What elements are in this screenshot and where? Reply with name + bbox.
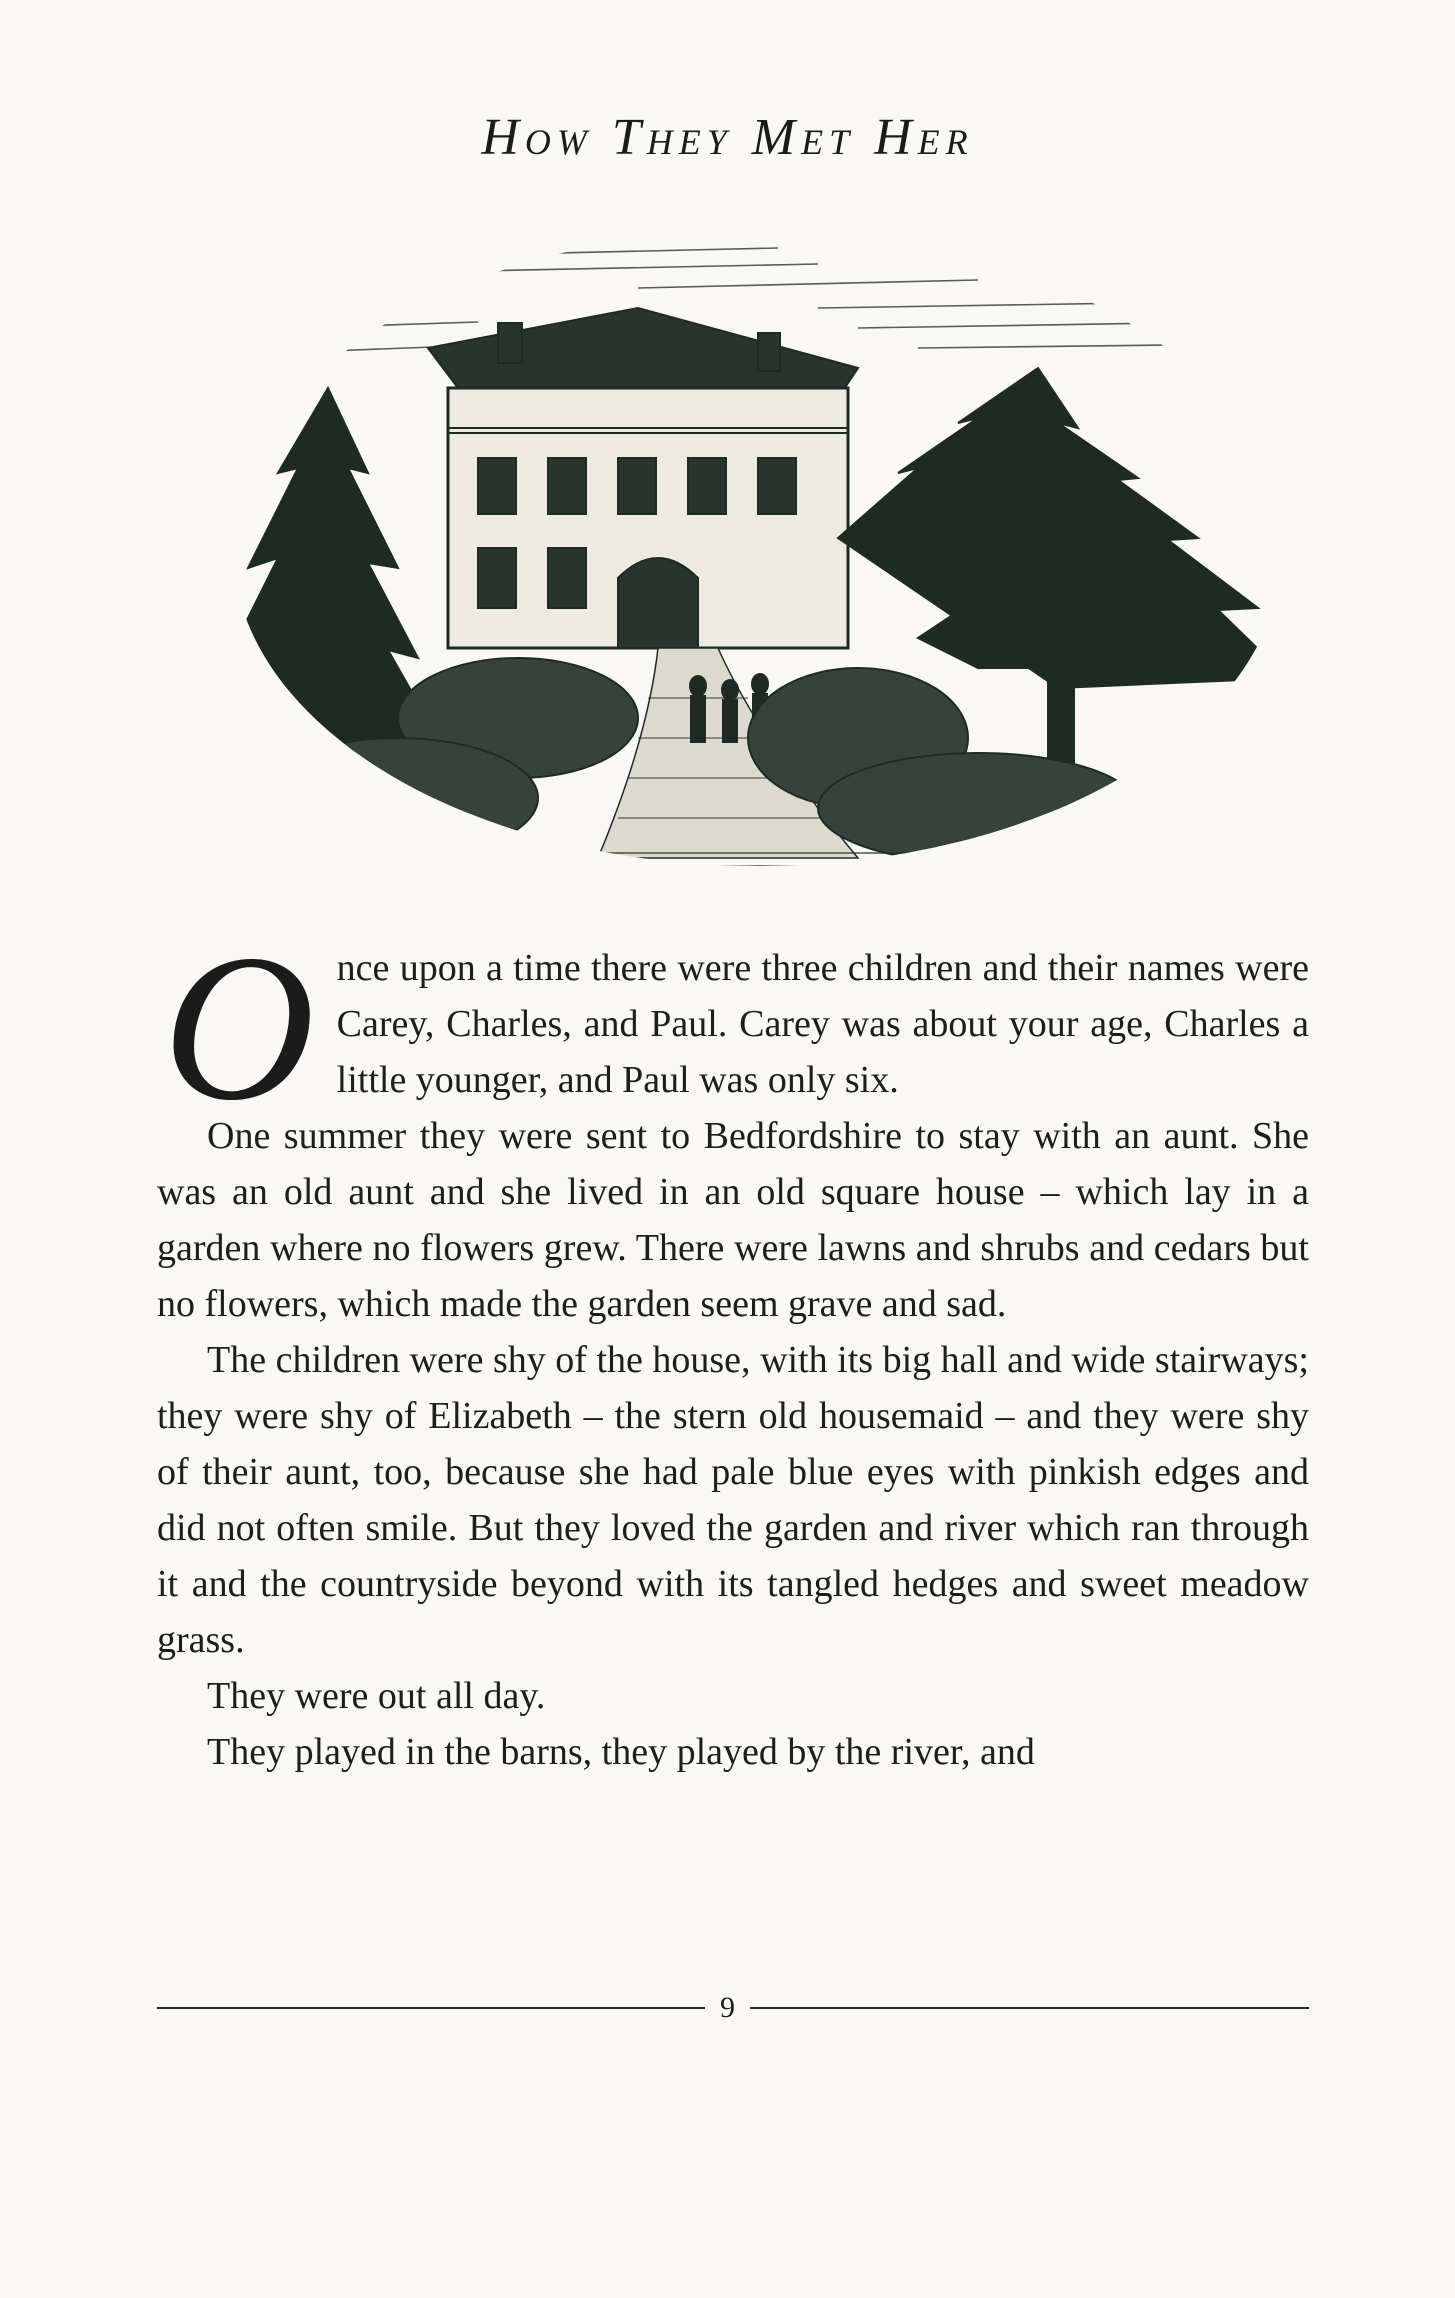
paragraph-1-text: nce upon a time there were three children and their names were Carey, Charles, and Paul. Carey was about your age, Charles a little younger, and Paul was only six. — [336, 947, 1309, 1101]
drop-cap: O — [163, 912, 315, 1144]
footer-rule-right — [750, 2007, 1309, 2009]
house-garden-engraving-icon — [218, 218, 1298, 878]
page-number: 9 — [720, 1991, 735, 2024]
paragraph-1 — [157, 912, 1309, 1144]
paragraph-4: They were out all day. — [207, 1675, 546, 1717]
paragraph-5: They played in the barns, they played by the river, and — [207, 1731, 1035, 1773]
paragraph-2: One summer they were sent to Bedfordshire to stay with an aunt. She was an old aunt and she lived in an old square house – which lay in a garden where no flowers grew. There were lawns and shrubs and cedars but no flowers, which made the garden seem grave and sad. — [157, 1115, 1309, 1325]
story-text — [157, 912, 1309, 1780]
chapter-title: How They Met Her — [481, 109, 974, 166]
paragraph-3: The children were shy of the house, with its big hall and wide stairways; they were shy of Elizabeth – the stern old housemaid – and they were shy of their aunt, too, because she had pale blue eyes with pinkish edges and did not often smile. But they loved the garden and river which ran through it and the countryside beyond with its tangled hedges and sweet meadow grass. — [157, 1339, 1309, 1661]
footer-rule-left — [157, 2007, 705, 2009]
